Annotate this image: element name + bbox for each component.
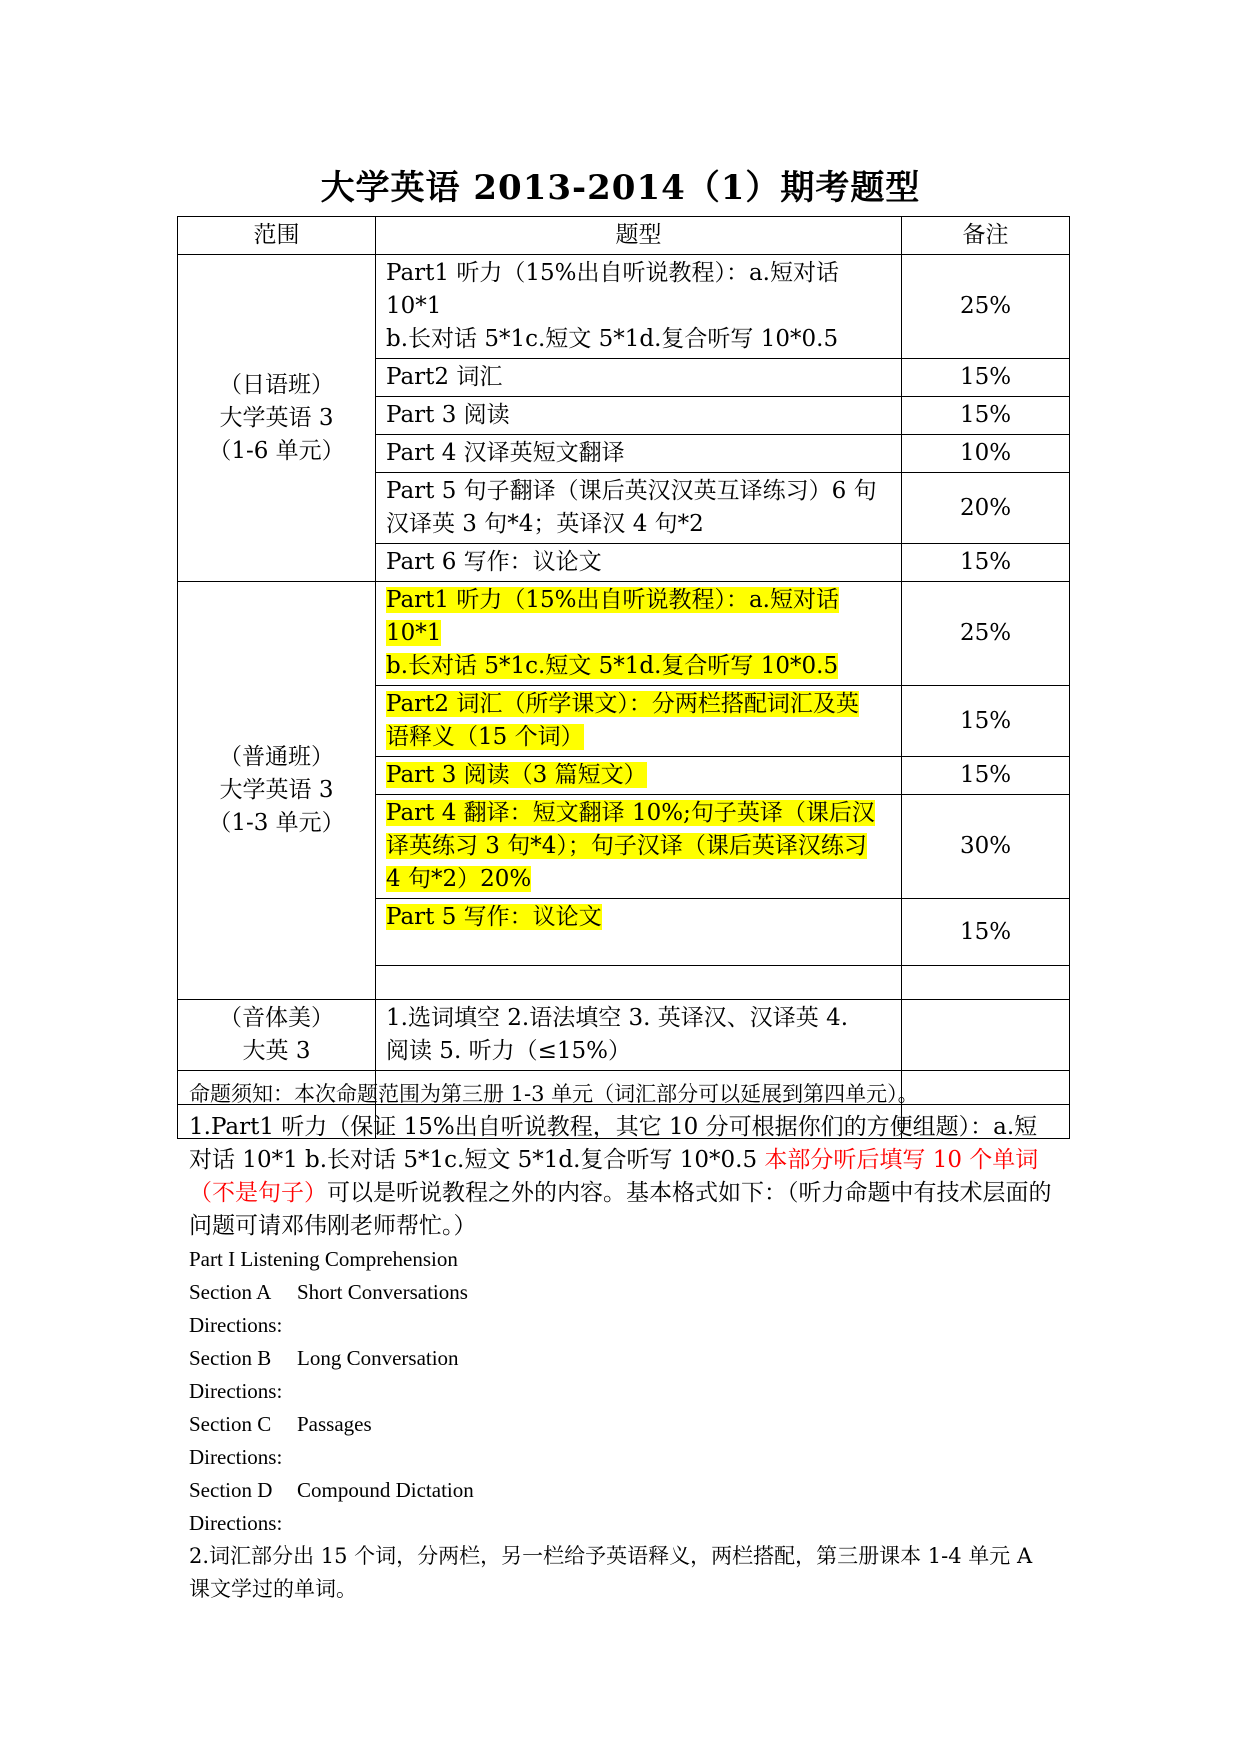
percentage: 15% [902,397,1070,435]
percentage: 10% [902,435,1070,473]
notes-section [189,1078,1059,1606]
listening-part-title: Part I Listening Comprehension [189,1247,458,1271]
page-title: 大学英语 2013-2014（1）期考题型 [320,168,921,208]
question-type: 1.选词填空 2.语法填空 3. 英译汉、汉译英 4. 阅读 5. 听力（≤15%） [376,1000,902,1071]
header-note: 备注 [902,217,1070,255]
question-type: Part1 听力（15%出自听说教程）：a.短对话 10*1 b.长对话 5*1c.短文 5*1d.复合听写 10*0.5 [376,582,902,686]
notes-intro: 命题须知：本次命题范围为第三册 1-3 单元（词汇部分可以延展到第四单元）。 [189,1082,919,1106]
header-range: 范围 [178,217,376,255]
directions-c: Directions: [189,1445,283,1469]
section-a: Section A Short Conversations [189,1280,468,1304]
table-row [178,582,1070,686]
question-type: Part 3 阅读 [376,397,902,435]
percentage: 15% [902,359,1070,397]
section-c: Section C Passages [189,1412,372,1436]
directions-d: Directions: [189,1511,283,1535]
percentage: 15% [902,757,1070,795]
percentage: 15% [902,544,1070,582]
percentage: 25% [902,582,1070,686]
question-type: Part 5 句子翻译（课后英汉汉英互译练习）6 句 汉译英 3 句*4；英译汉 4 句*2 [376,473,902,544]
empty-cell [902,966,1070,1000]
question-type: Part 4 翻译：短文翻译 10%;句子英译（课后汉 译英练习 3 句*4）；句子汉译（课后英译汉练习 4 句*2）20% [376,795,902,899]
table-header-row [178,217,1070,255]
question-type: Part 3 阅读（3 篇短文） [376,757,902,795]
section-d: Section D Compound Dictation [189,1478,474,1502]
section-b: Section B Long Conversation [189,1346,459,1370]
percentage: 30% [902,795,1070,899]
notes-item-1-highlight: 本部分听后填写 10 个单词（不是句子） [189,1147,1039,1206]
exam-format-table [177,216,1070,1139]
percentage: 25% [902,255,1070,359]
percentage: 20% [902,473,1070,544]
question-type: Part2 词汇 [376,359,902,397]
range-arts: （音体美） 大英 3 [178,1000,376,1071]
question-type: Part 4 汉译英短文翻译 [376,435,902,473]
range-japanese: （日语班） 大学英语 3 （1-6 单元） [178,255,376,582]
question-type: Part 5 写作：议论文 [376,899,902,966]
question-type: Part2 词汇（所学课文）：分两栏搭配词汇及英 语释义（15 个词） [376,686,902,757]
table-row [178,255,1070,359]
directions-a: Directions: [189,1313,283,1337]
empty-cell [376,966,902,1000]
notes-item-2: 2.词汇部分出 15 个词，分两栏，另一栏给予英语释义，两栏搭配，第三册课本 1-4 单元 A 课文学过的单词。 [189,1544,1033,1601]
question-type: Part1 听力（15%出自听说教程）：a.短对话 10*1 b.长对话 5*1c.短文 5*1d.复合听写 10*0.5 [376,255,902,359]
table-row [178,1000,1070,1071]
notes-item-1: 1.Part1 听力（保证 15%出自听说教程，其它 10 分可根据你们的方便组题）：a.短对话 10*1 b.长对话 5*1c.短文 5*1d.复合听写 10*0.5 本部分听后填写 10 个单词（不是句子）可以是听说教程之外的内容。基本格式如下：（听力命题中有技术层面的问题可请邓伟刚老师帮忙。） [189,1114,1052,1239]
question-type: Part 6 写作：议论文 [376,544,902,582]
empty-cell [902,1000,1070,1071]
percentage: 15% [902,899,1070,966]
percentage: 15% [902,686,1070,757]
directions-b: Directions: [189,1379,283,1403]
range-regular: （普通班） 大学英语 3 （1-3 单元） [178,582,376,1000]
header-type: 题型 [376,217,902,255]
